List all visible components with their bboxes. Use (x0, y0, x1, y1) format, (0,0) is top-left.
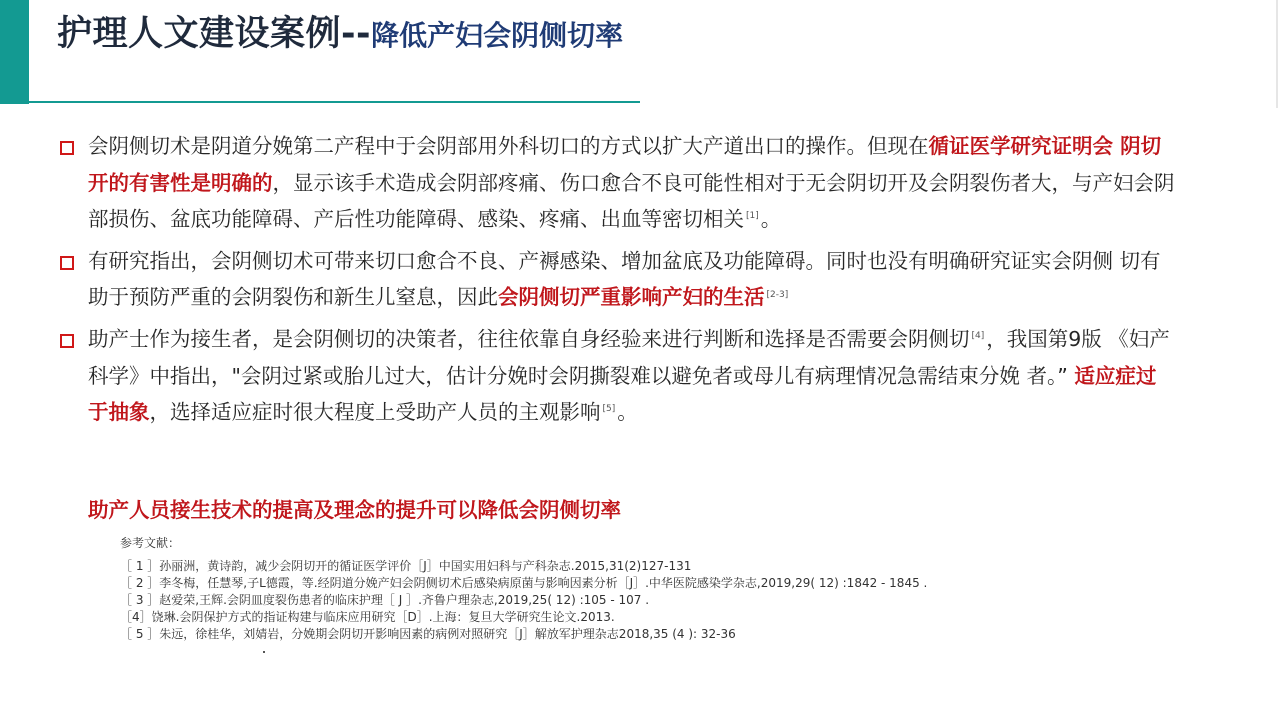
references (120, 535, 927, 643)
citation-mark: [2-3] (766, 289, 789, 300)
bullet-item (60, 128, 1175, 238)
title-accent-bar (0, 0, 29, 104)
square-bullet-icon (60, 141, 74, 155)
emphasis-text: 会阴侧切严重影响产妇的生活 (498, 285, 765, 310)
bullet-text: 助产士作为接生者，是会阴侧切的决策者，往往依靠自身经验来进行判断和选择是否需要会阴侧切 [4]，我国第9版 《妇产科学》中指出，"会阴过紧或胎儿过大，估计分娩时会阴撕裂难以避免者或母儿有病理情况急需结束分娩 者。” 适应症过于抽象，选择适应症时很大程度上受助产人员的主观影响 [5]。 (88, 326, 1170, 425)
reference-item: ［ 3 ］赵爱荣,王辉.会阴皿度裂伤患者的临床护理［ J ］.齐鲁户理杂志,2019,25( 12) :105 - 107 . (120, 593, 650, 607)
reference-item: ［ 2 ］李冬梅，任慧琴,子L德霞，等.经阴道分娩产妇会阴侧切术后感染病原菌与影响因素分析［J］.中华医院感染学杂志,2019,29( 12) :1842 - 1845 . (120, 576, 928, 590)
bullet-text: 会阴侧切术是阴道分娩第二产程中于会阴部用外科切口的方式以扩大产道出口的操作。但现在循证医学研究证明会 阴切开的有害性是明确的，显示该手术造成会阴部疼痛、伤口愈合不良可能性相对于无会阴切开及会阴裂伤者大，与产妇会阴部损伤、盆底功能障碍、产后性功能障碍、感染、疼痛、出血等密切相关 [1]。 (88, 134, 1175, 232)
page-title-sub: 降低产妇会阴侧切率 (371, 19, 624, 52)
emphasis-text: 适应症过于抽象 (88, 363, 1157, 425)
reference-item: ［ 1 ］孙丽洲，黄诗韵，减少会阴切开的循证医学评价［J］中国实用妇科与产科杂志.2015,31(2)127-131 (120, 559, 692, 573)
citation-mark: [1] (746, 211, 759, 222)
citation-mark: [4] (971, 331, 985, 342)
slide-edge-line (1276, 0, 1278, 108)
title-underline (29, 101, 640, 103)
references-title: 参考文献： (120, 536, 181, 550)
bullet-item (60, 243, 1175, 316)
emphasis-text: 循证医学研究证明会 阴切开的有害性是明确的 (88, 134, 1162, 195)
stray-dot (263, 651, 265, 653)
bullet-item (60, 321, 1175, 431)
citation-mark: [5] (602, 404, 616, 415)
square-bullet-icon (60, 334, 74, 348)
page-title (57, 6, 623, 66)
bullet-list (60, 128, 1175, 436)
conclusion-text: 助产人员接生技术的提高及理念的提升可以降低会阴侧切率 (88, 498, 621, 522)
square-bullet-icon (60, 256, 74, 270)
reference-item: ［ 5 ］朱远，徐桂华，刘婧岩，分娩期会阴切开影响因素的病例对照研究［J］解放军护理杂志2018,35 (4 ): 32-36 (120, 627, 736, 641)
bullet-text: 有研究指出，会阴侧切术可带来切口愈合不良、产褥感染、增加盆底及功能障碍。同时也没有明确研究证实会阴侧 切有助于预防严重的会阴裂伤和新生儿窒息，因此会阴侧切严重影响产妇的生活 [2-3] (88, 248, 1161, 310)
page-title-main: 护理人文建设案例-- (57, 14, 372, 54)
reference-item: ［4］饶琳.会阴保护方式的指证构建与临床应用研究［D］.上海：复旦大学研究生论文.2013. (120, 610, 615, 624)
